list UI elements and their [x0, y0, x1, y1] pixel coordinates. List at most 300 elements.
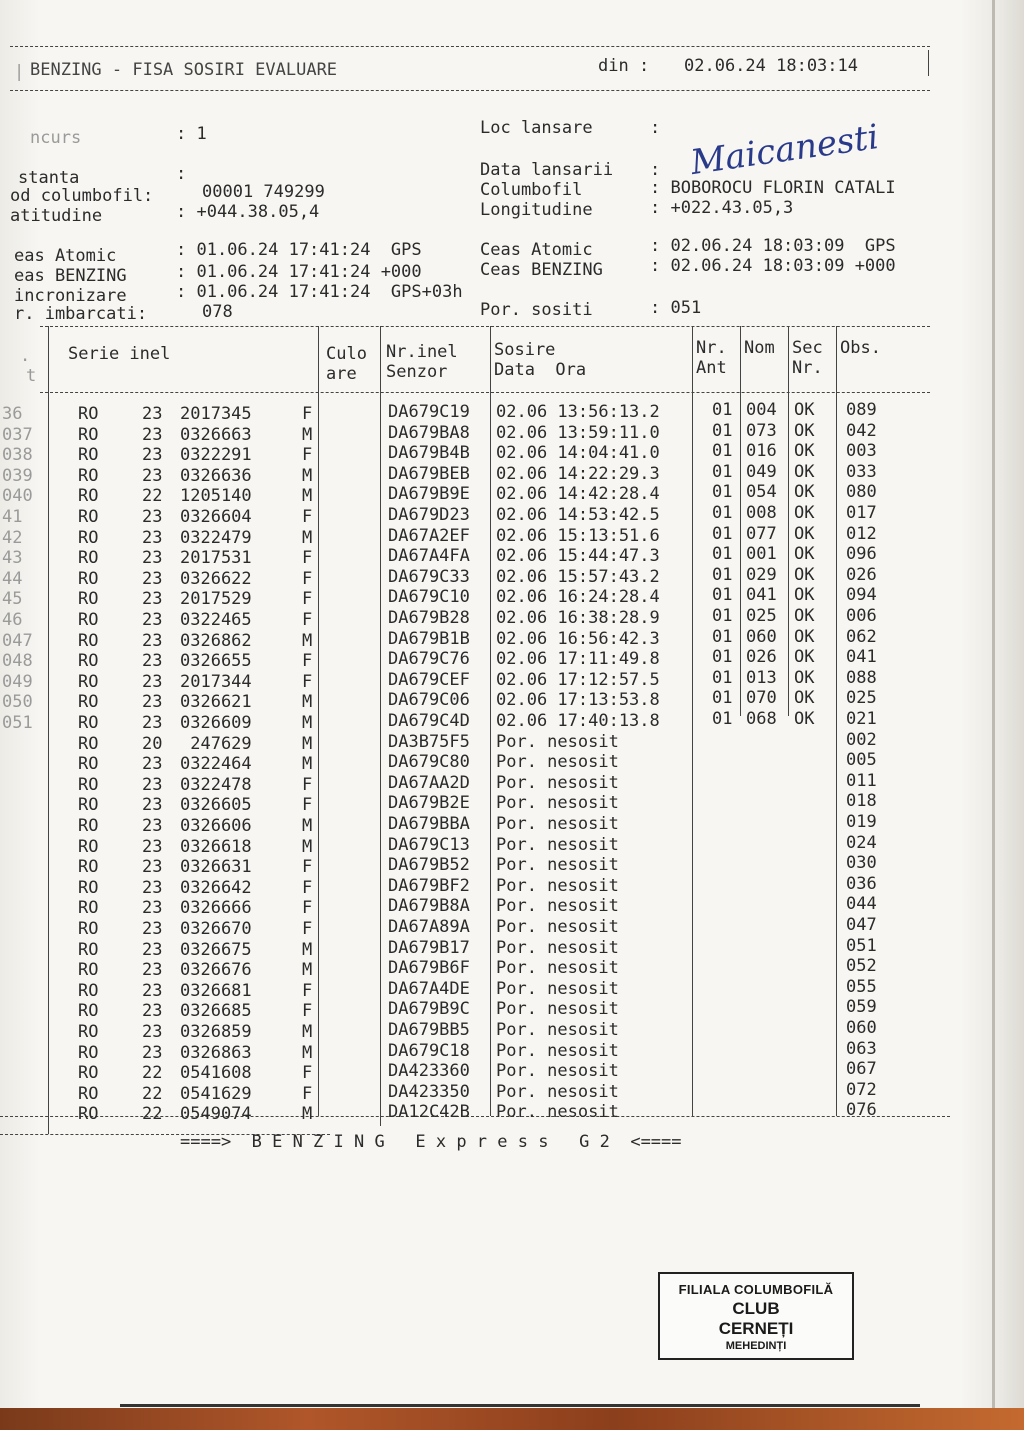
table-header-border: [40, 392, 930, 393]
cell-sex: F: [302, 1084, 313, 1104]
cell-sec: OK: [794, 709, 815, 729]
cell-obs: 060: [846, 1018, 877, 1038]
info-left-value: : 01.06.24 17:41:24 GPS+03h: [176, 282, 463, 302]
cell-senzor: DA679CEF: [388, 670, 470, 690]
cell-year: 23: [142, 445, 163, 465]
cell-obs: 017: [846, 503, 877, 523]
cell-nom: 026: [746, 647, 777, 667]
cell-sex: F: [302, 651, 313, 671]
cell-sex: M: [302, 631, 313, 651]
cell-country: RO: [78, 425, 99, 445]
cell-obs: 052: [846, 956, 877, 976]
cell-year: 23: [142, 548, 163, 568]
cell-year: 22: [142, 486, 163, 506]
cell-obs: 005: [846, 750, 877, 770]
cell-obs: 012: [846, 524, 877, 544]
cell-nom: 029: [746, 565, 777, 585]
cell-loc: 049: [2, 672, 33, 692]
report-date-label: din :: [598, 56, 650, 76]
cell-senzor: DA679C76: [388, 649, 470, 669]
info-right-value: : 02.06.24 18:03:09 GPS: [650, 236, 896, 256]
cell-obs: 033: [846, 462, 877, 482]
info-left-label: stanta: [18, 168, 80, 188]
cell-sex: M: [302, 713, 313, 733]
cell-year: 22: [142, 1084, 163, 1104]
cell-ring-number: 0326675: [180, 940, 252, 960]
cell-sosire: Por. nesosit: [496, 835, 619, 855]
cell-sosire: 02.06 17:12:57.5: [496, 670, 660, 690]
cell-sex: M: [302, 1104, 313, 1124]
cell-year: 23: [142, 672, 163, 692]
cell-obs: 036: [846, 874, 877, 894]
cell-country: RO: [78, 1001, 99, 1021]
cell-loc: 038: [2, 445, 33, 465]
cell-sec: OK: [794, 482, 815, 502]
cell-ring-number: 0326631: [180, 857, 252, 877]
cell-sex: F: [302, 857, 313, 877]
stamp-line: MEHEDINȚI: [725, 1340, 787, 1352]
cell-sosire: Por. nesosit: [496, 1020, 619, 1040]
cell-loc: 45: [2, 589, 23, 609]
cell-ring-number: 0326681: [180, 981, 252, 1001]
cell-year: 23: [142, 816, 163, 836]
cell-country: RO: [78, 795, 99, 815]
cell-nom: 073: [746, 421, 777, 441]
col-divider: [48, 326, 49, 1134]
cell-sex: F: [302, 795, 313, 815]
cell-sosire: 02.06 14:53:42.5: [496, 505, 660, 525]
cell-ring-number: 1205140: [180, 486, 252, 506]
cell-nom: 001: [746, 544, 777, 564]
cell-senzor: DA679C18: [388, 1041, 470, 1061]
header-right-border: [928, 50, 929, 76]
cell-ring-number: 0541608: [180, 1063, 252, 1083]
cell-sec: OK: [794, 647, 815, 667]
cell-ring-number: 0326618: [180, 837, 252, 857]
cell-country: RO: [78, 1063, 99, 1083]
cell-senzor: DA679D23: [388, 505, 470, 525]
table-top-border: [40, 326, 930, 327]
cell-obs: 018: [846, 791, 877, 811]
cell-senzor: DA679C13: [388, 835, 470, 855]
cell-nom: 070: [746, 688, 777, 708]
info-left-value: 00001 749299: [202, 182, 325, 202]
cell-year: 23: [142, 898, 163, 918]
cell-loc: 050: [2, 692, 33, 712]
cell-sosire: 02.06 15:57:43.2: [496, 567, 660, 587]
cell-nr-ant: 01: [712, 627, 733, 647]
cell-obs: 003: [846, 441, 877, 461]
cell-loc: 41: [2, 507, 23, 527]
cell-obs: 011: [846, 771, 877, 791]
cell-nr-ant: 01: [712, 668, 733, 688]
cell-obs: 088: [846, 668, 877, 688]
header-loc: .: [20, 346, 31, 366]
cell-sex: M: [302, 692, 313, 712]
cell-senzor: DA679B1B: [388, 629, 470, 649]
info-left-label: incronizare: [14, 286, 127, 306]
cell-year: 23: [142, 507, 163, 527]
cell-nom: 016: [746, 441, 777, 461]
cell-nom: 068: [746, 709, 777, 729]
cell-year: 23: [142, 795, 163, 815]
cell-sex: M: [302, 816, 313, 836]
cell-sex: M: [302, 425, 313, 445]
cell-sosire: 02.06 14:42:28.4: [496, 484, 660, 504]
cell-nr-ant: 01: [712, 606, 733, 626]
cell-year: 23: [142, 569, 163, 589]
cell-country: RO: [78, 589, 99, 609]
cell-obs: 019: [846, 812, 877, 832]
cell-ring-number: 0326609: [180, 713, 252, 733]
cell-year: 23: [142, 651, 163, 671]
cell-year: 23: [142, 466, 163, 486]
cell-country: RO: [78, 631, 99, 651]
cell-sex: F: [302, 1001, 313, 1021]
cell-ring-number: 2017529: [180, 589, 252, 609]
cell-country: RO: [78, 672, 99, 692]
cell-senzor: DA423350: [388, 1082, 470, 1102]
cell-country: RO: [78, 1084, 99, 1104]
cell-nom: 008: [746, 503, 777, 523]
info-left-label: atitudine: [10, 206, 103, 226]
cell-nr-ant: 01: [712, 565, 733, 585]
cell-senzor: DA679BB5: [388, 1020, 470, 1040]
cell-senzor: DA679B6F: [388, 958, 470, 978]
header-nr-ant: Ant: [696, 358, 727, 378]
cell-senzor: DA67AA2D: [388, 773, 470, 793]
cell-country: RO: [78, 569, 99, 589]
cell-sosire: 02.06 13:59:11.0: [496, 423, 660, 443]
cell-sosire: 02.06 15:44:47.3: [496, 546, 660, 566]
cell-sosire: Por. nesosit: [496, 1061, 619, 1081]
cell-year: 23: [142, 589, 163, 609]
cell-ring-number: 0322479: [180, 528, 252, 548]
cell-year: 23: [142, 528, 163, 548]
header-left-bar: |: [14, 62, 25, 82]
info-right-label: Columbofil: [480, 180, 583, 200]
cell-sosire: 02.06 15:13:51.6: [496, 526, 660, 546]
cell-nom: 025: [746, 606, 777, 626]
cell-country: RO: [78, 486, 99, 506]
cell-nom: 054: [746, 482, 777, 502]
cell-sosire: Por. nesosit: [496, 876, 619, 896]
cell-country: RO: [78, 816, 99, 836]
header-obs: Obs.: [840, 338, 881, 358]
cell-sec: OK: [794, 400, 815, 420]
cell-sosire: Por. nesosit: [496, 958, 619, 978]
cell-ring-number: 0326621: [180, 692, 252, 712]
col-divider: [318, 326, 319, 1116]
cell-year: 23: [142, 404, 163, 424]
cell-sec: OK: [794, 668, 815, 688]
cell-nom: 041: [746, 585, 777, 605]
cell-obs: 025: [846, 688, 877, 708]
cell-year: 23: [142, 610, 163, 630]
info-right-label: Loc lansare: [480, 118, 593, 138]
report-date-value: 02.06.24 18:03:14: [684, 56, 858, 76]
cell-obs: 002: [846, 730, 877, 750]
cell-obs: 047: [846, 915, 877, 935]
cell-obs: 059: [846, 997, 877, 1017]
cell-sex: M: [302, 734, 313, 754]
cell-loc: 047: [2, 631, 33, 651]
scan-background-edge: [0, 1408, 1024, 1430]
info-left-value: :: [176, 164, 187, 184]
cell-year: 23: [142, 919, 163, 939]
cell-senzor: DA679BEB: [388, 464, 470, 484]
cell-country: RO: [78, 837, 99, 857]
cell-obs: 063: [846, 1039, 877, 1059]
cell-ring-number: 2017344: [180, 672, 252, 692]
cell-sex: M: [302, 940, 313, 960]
info-left-label: eas Atomic: [14, 246, 117, 266]
cell-sosire: 02.06 17:11:49.8: [496, 649, 660, 669]
cell-ring-number: 0326859: [180, 1022, 252, 1042]
cell-senzor: DA679B9C: [388, 999, 470, 1019]
cell-sec: OK: [794, 441, 815, 461]
header-culoare: are: [326, 364, 357, 384]
cell-sex: M: [302, 1043, 313, 1063]
cell-senzor: DA67A89A: [388, 917, 470, 937]
report-footer: ====> B E N Z I N G E x p r e s s G 2 <====: [180, 1132, 682, 1152]
cell-sex: F: [302, 981, 313, 1001]
cell-loc: 36: [2, 404, 23, 424]
cell-sosire: Por. nesosit: [496, 814, 619, 834]
info-right-label: Ceas BENZING: [480, 260, 603, 280]
cell-nr-ant: 01: [712, 441, 733, 461]
cell-nr-ant: 01: [712, 647, 733, 667]
cell-nr-ant: 01: [712, 709, 733, 729]
header-nr-inel: Nr.inel: [386, 342, 458, 362]
info-right-value: :: [650, 160, 661, 180]
cell-loc: 039: [2, 466, 33, 486]
cell-year: 23: [142, 940, 163, 960]
cell-sec: OK: [794, 524, 815, 544]
cell-sex: M: [302, 466, 313, 486]
cell-ring-number: 0322465: [180, 610, 252, 630]
cell-obs: 042: [846, 421, 877, 441]
cell-sosire: Por. nesosit: [496, 855, 619, 875]
info-left-label: od columbofil:: [10, 186, 154, 206]
cell-sosire: Por. nesosit: [496, 1082, 619, 1102]
cell-loc: 44: [2, 569, 23, 589]
cell-sec: OK: [794, 627, 815, 647]
cell-sosire: 02.06 13:56:13.2: [496, 402, 660, 422]
cell-year: 23: [142, 692, 163, 712]
cell-ring-number: 0326642: [180, 878, 252, 898]
cell-sosire: Por. nesosit: [496, 1041, 619, 1061]
info-left-value: : 1: [176, 124, 207, 144]
info-left-label: ncurs: [30, 128, 82, 148]
cell-sex: F: [302, 672, 313, 692]
cell-sex: F: [302, 589, 313, 609]
paper-edge: [992, 0, 995, 1430]
info-right-value: :: [650, 118, 661, 138]
stamp-line: CERNEȚI: [718, 1319, 794, 1338]
cell-year: 23: [142, 857, 163, 877]
cell-sex: F: [302, 445, 313, 465]
cell-nom: 013: [746, 668, 777, 688]
cell-senzor: DA679B28: [388, 608, 470, 628]
cell-sex: M: [302, 528, 313, 548]
cell-sosire: Por. nesosit: [496, 793, 619, 813]
cell-year: 23: [142, 981, 163, 1001]
cell-sosire: Por. nesosit: [496, 773, 619, 793]
cell-sosire: 02.06 16:56:42.3: [496, 629, 660, 649]
cell-sex: F: [302, 404, 313, 424]
cell-year: 23: [142, 1022, 163, 1042]
cell-year: 23: [142, 754, 163, 774]
cell-year: 22: [142, 1063, 163, 1083]
cell-nr-ant: 01: [712, 503, 733, 523]
cell-sex: F: [302, 878, 313, 898]
cell-sex: F: [302, 919, 313, 939]
cell-country: RO: [78, 445, 99, 465]
cell-country: RO: [78, 878, 99, 898]
cell-nr-ant: 01: [712, 400, 733, 420]
cell-senzor: DA67A2EF: [388, 526, 470, 546]
cell-year: 23: [142, 960, 163, 980]
club-stamp: [658, 1272, 854, 1360]
cell-obs: 094: [846, 585, 877, 605]
cell-obs: 026: [846, 565, 877, 585]
cell-country: RO: [78, 919, 99, 939]
cell-obs: 080: [846, 482, 877, 502]
cell-senzor: DA67A4FA: [388, 546, 470, 566]
col-divider: [490, 326, 491, 1116]
cell-sosire: Por. nesosit: [496, 917, 619, 937]
cell-loc: 42: [2, 528, 23, 548]
cell-senzor: DA67A4DE: [388, 979, 470, 999]
cell-year: 22: [142, 1104, 163, 1124]
cell-obs: 072: [846, 1080, 877, 1100]
cell-sex: F: [302, 610, 313, 630]
cell-sex: F: [302, 1063, 313, 1083]
cell-country: RO: [78, 610, 99, 630]
cell-country: RO: [78, 1022, 99, 1042]
cell-country: RO: [78, 940, 99, 960]
cell-year: 20: [142, 734, 163, 754]
cell-senzor: DA679B9E: [388, 484, 470, 504]
cell-ring-number: 2017531: [180, 548, 252, 568]
info-right-value: : BOBOROCU FLORIN CATALI: [650, 178, 896, 198]
cell-senzor: DA12C42B: [388, 1102, 470, 1122]
cell-ring-number: 247629: [180, 734, 252, 754]
cell-sec: OK: [794, 585, 815, 605]
cell-senzor: DA679B4B: [388, 443, 470, 463]
cell-country: RO: [78, 898, 99, 918]
info-right-value: : 051: [650, 298, 702, 318]
cell-sosire: Por. nesosit: [496, 938, 619, 958]
cell-sec: OK: [794, 688, 815, 708]
cell-nr-ant: 01: [712, 544, 733, 564]
cell-obs: 030: [846, 853, 877, 873]
cell-sosire: 02.06 16:24:28.4: [496, 587, 660, 607]
header-sosire: Sosire: [494, 340, 556, 360]
cell-senzor: DA679C10: [388, 587, 470, 607]
col-divider: [740, 326, 741, 716]
cell-sosire: 02.06 17:13:53.8: [496, 690, 660, 710]
info-left-value: 078: [202, 302, 233, 322]
cell-year: 23: [142, 631, 163, 651]
cell-sex: M: [302, 1022, 313, 1042]
cell-sosire: Por. nesosit: [496, 752, 619, 772]
cell-country: RO: [78, 548, 99, 568]
cell-sec: OK: [794, 462, 815, 482]
header-nr-ant: Nr.: [696, 338, 727, 358]
cell-country: RO: [78, 1104, 99, 1124]
cell-year: 23: [142, 425, 163, 445]
cell-sosire: Por. nesosit: [496, 732, 619, 752]
cell-sec: OK: [794, 544, 815, 564]
info-right-label: Data lansarii: [480, 160, 614, 180]
cell-sosire: Por. nesosit: [496, 999, 619, 1019]
cell-sec: OK: [794, 565, 815, 585]
info-right-label: Longitudine: [480, 200, 593, 220]
cell-ring-number: 0326605: [180, 795, 252, 815]
cell-sosire: 02.06 17:40:13.8: [496, 711, 660, 731]
cell-sex: F: [302, 548, 313, 568]
cell-nr-ant: 01: [712, 462, 733, 482]
info-left-value: : +044.38.05,4: [176, 202, 320, 222]
cell-ring-number: 0326655: [180, 651, 252, 671]
cell-country: RO: [78, 528, 99, 548]
cell-sosire: 02.06 16:38:28.9: [496, 608, 660, 628]
info-right-label: Por. sositi: [480, 300, 593, 320]
cell-sosire: Por. nesosit: [496, 979, 619, 999]
cell-senzor: DA679C33: [388, 567, 470, 587]
cell-ring-number: 2017345: [180, 404, 252, 424]
cell-ring-number: 0326606: [180, 816, 252, 836]
cell-loc: 43: [2, 548, 23, 568]
header-sec-nr: Nr.: [792, 358, 823, 378]
info-left-value: : 01.06.24 17:41:24 +000: [176, 262, 422, 282]
header-loc: t: [26, 366, 37, 386]
cell-nr-ant: 01: [712, 421, 733, 441]
cell-obs: 076: [846, 1100, 877, 1120]
cell-country: RO: [78, 651, 99, 671]
info-right-label: Ceas Atomic: [480, 240, 593, 260]
cell-sec: OK: [794, 606, 815, 626]
cell-senzor: DA679C80: [388, 752, 470, 772]
cell-obs: 055: [846, 977, 877, 997]
cell-year: 23: [142, 713, 163, 733]
cell-sex: M: [302, 837, 313, 857]
cell-loc: 048: [2, 651, 33, 671]
header-data-ora: Data Ora: [494, 360, 587, 380]
cell-obs: 096: [846, 544, 877, 564]
report-title: BENZING - FISA SOSIRI EVALUARE: [30, 60, 338, 80]
cell-obs: 006: [846, 606, 877, 626]
cell-obs: 062: [846, 627, 877, 647]
cell-country: RO: [78, 466, 99, 486]
cell-senzor: DA679B8A: [388, 896, 470, 916]
cell-sec: OK: [794, 421, 815, 441]
cell-obs: 051: [846, 936, 877, 956]
cell-country: RO: [78, 734, 99, 754]
cell-senzor: DA3B75F5: [388, 732, 470, 752]
cell-nr-ant: 01: [712, 524, 733, 544]
cell-country: RO: [78, 775, 99, 795]
cell-nom: 049: [746, 462, 777, 482]
cell-sec: OK: [794, 503, 815, 523]
col-divider: [692, 326, 693, 1116]
col-divider: [380, 326, 381, 1126]
cell-nom: 060: [746, 627, 777, 647]
cell-ring-number: 0326863: [180, 1043, 252, 1063]
cell-obs: 089: [846, 400, 877, 420]
